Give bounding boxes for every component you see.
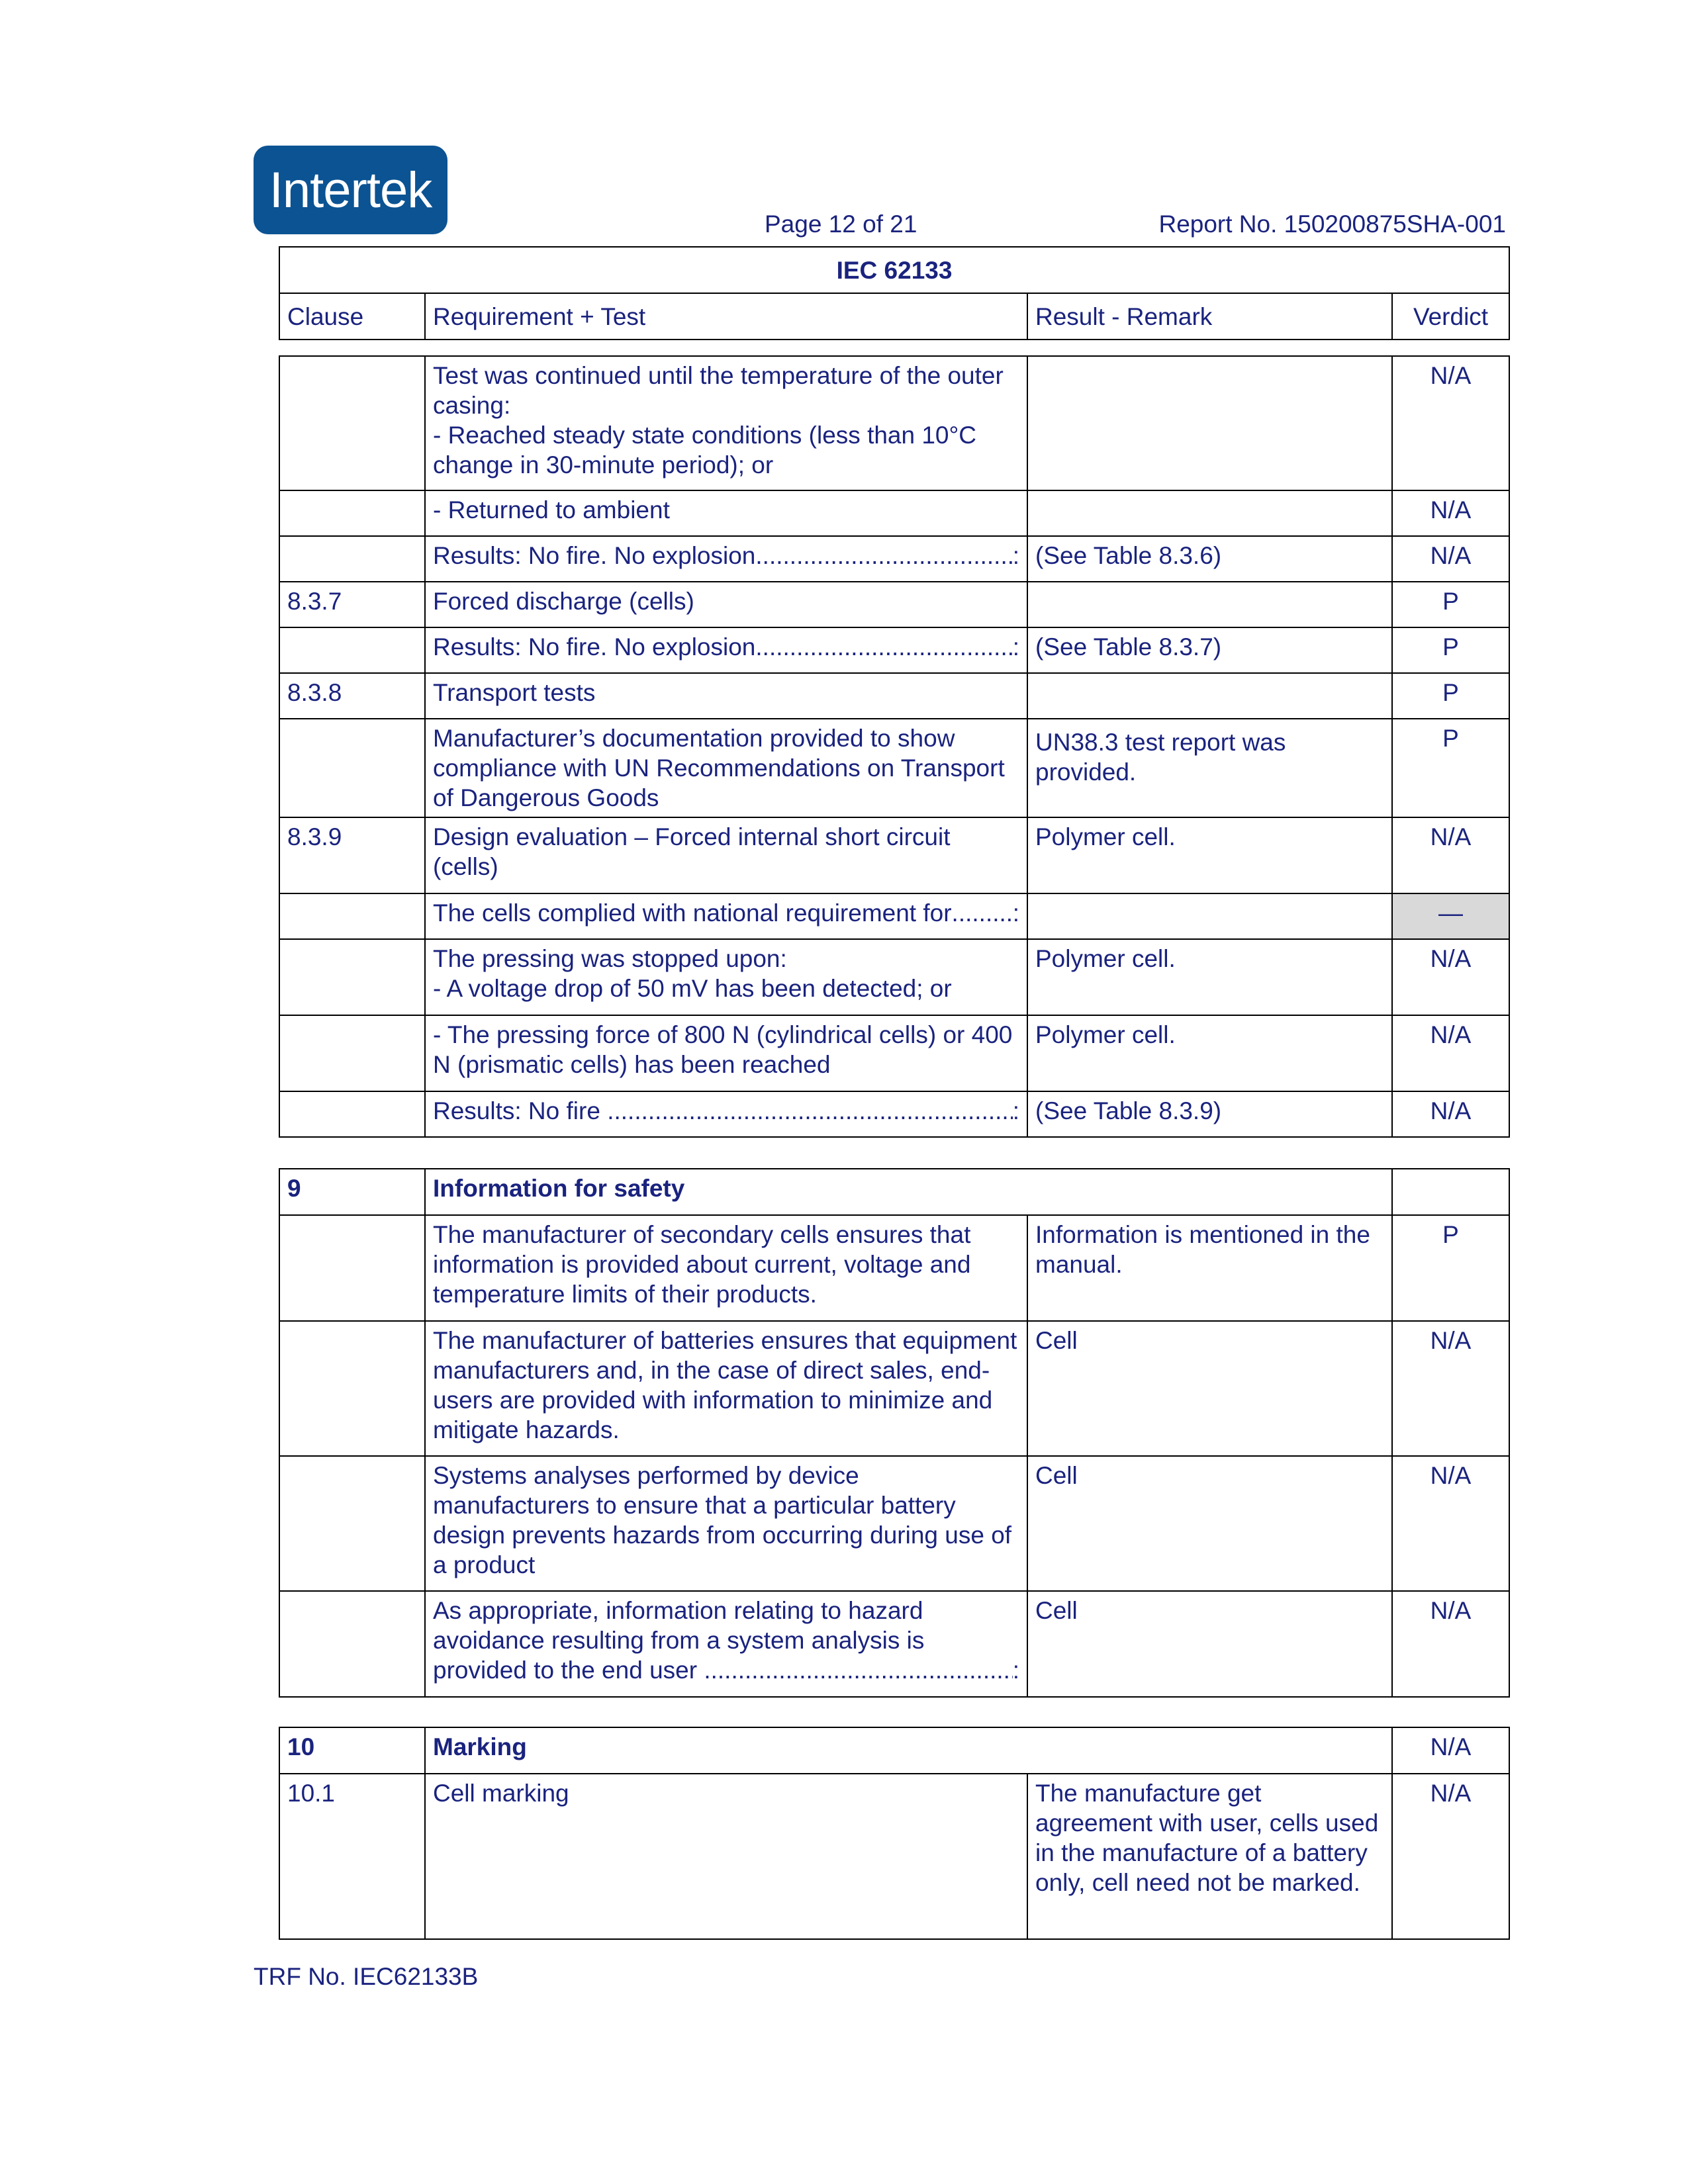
requirement-cell: Cell marking: [425, 1774, 1027, 1939]
requirement-cell: Transport tests: [425, 673, 1027, 719]
leader-colon: :: [1012, 899, 1019, 927]
result-cell: Polymer cell.: [1027, 817, 1392, 893]
verdict-cell: N/A: [1392, 1774, 1509, 1939]
standard-title: IEC 62133: [279, 247, 1509, 293]
leader-colon: :: [1012, 1657, 1019, 1684]
requirement-text: As appropriate, information relating to hazard avoidance resulting from a system analysis is: [433, 1597, 925, 1654]
clause-cell: [279, 1591, 425, 1697]
table-row: [279, 1091, 1509, 1137]
table-row: [279, 582, 1509, 627]
table-row: [279, 893, 1509, 939]
clause-cell: [279, 1091, 425, 1137]
clause-cell: [279, 719, 425, 817]
clause-cell: 8.3.9: [279, 817, 425, 893]
leader-colon: :: [1012, 633, 1019, 660]
section-number: 10: [279, 1727, 425, 1774]
col-requirement: Requirement + Test: [425, 293, 1027, 340]
verdict-cell: P: [1392, 673, 1509, 719]
section-heading-row: [279, 1727, 1509, 1774]
requirement-text: Results: No fire: [433, 1097, 608, 1124]
section-number: 9: [279, 1169, 425, 1215]
requirement-cell: [425, 1591, 1027, 1697]
requirement-cell: [425, 939, 1027, 1015]
section-b-table: [279, 1168, 1510, 1698]
result-cell: UN38.3 test report was provided.: [1027, 719, 1392, 817]
verdict-cell: N/A: [1392, 356, 1509, 490]
result-cell: The manufacture get agreement with user, cells used in the manufacture of a battery only, cell need not be marked.: [1027, 1774, 1392, 1939]
requirement-cell: Forced discharge (cells): [425, 582, 1027, 627]
verdict-cell: N/A: [1392, 1456, 1509, 1591]
verdict-cell: N/A: [1392, 490, 1509, 536]
table-row: [279, 1321, 1509, 1456]
col-verdict: Verdict: [1392, 293, 1509, 340]
table-row: [279, 1015, 1509, 1091]
section-title: Marking: [425, 1727, 1392, 1774]
result-cell: Polymer cell.: [1027, 1015, 1392, 1091]
requirement-cell: - The pressing force of 800 N (cylindrical cells) or 400 N (prismatic cells) has been reached: [425, 1015, 1027, 1091]
section-a-table: [279, 355, 1510, 1138]
clause-cell: 8.3.8: [279, 673, 425, 719]
result-cell: Polymer cell.: [1027, 939, 1392, 1015]
verdict-cell: P: [1392, 719, 1509, 817]
requirement-text: Results: No fire. No explosion: [433, 633, 756, 660]
table-row: [279, 356, 1509, 490]
col-result: Result - Remark: [1027, 293, 1392, 340]
table-row: [279, 1215, 1509, 1321]
clause-cell: [279, 893, 425, 939]
requirement-text: - Reached steady state conditions (less than 10°C change in 30-minute period); or: [433, 422, 977, 478]
verdict-cell: N/A: [1392, 817, 1509, 893]
clause-cell: [279, 627, 425, 673]
requirement-cell: Systems analyses performed by device manufacturers to ensure that a particular battery design prevents hazards from occurring during use of a product: [425, 1456, 1027, 1591]
result-cell: (See Table 8.3.9): [1027, 1091, 1392, 1137]
verdict-cell: N/A: [1392, 1015, 1509, 1091]
requirement-text: provided to the end user: [433, 1657, 704, 1684]
section-heading-row: [279, 1169, 1509, 1215]
report-number: Report No. 150200875SHA-001: [1158, 210, 1506, 238]
verdict-cell: [1392, 1169, 1509, 1215]
clause-cell: [279, 1015, 425, 1091]
table-row: [279, 627, 1509, 673]
requirement-text: The cells complied with national requirement for: [433, 899, 952, 927]
intertek-logo: Intertek: [254, 146, 447, 234]
page-number: Page 12 of 21: [765, 210, 917, 238]
result-cell: Cell: [1027, 1456, 1392, 1591]
trf-number: TRF No. IEC62133B: [254, 1963, 479, 1990]
result-cell: [1027, 893, 1392, 939]
clause-cell: [279, 1215, 425, 1321]
table-row: [279, 1456, 1509, 1591]
result-cell: [1027, 490, 1392, 536]
table-row: [279, 939, 1509, 1015]
requirement-text: - A voltage drop of 50 mV has been detected; or: [433, 975, 952, 1002]
verdict-cell: N/A: [1392, 1591, 1509, 1697]
requirement-text: The pressing was stopped upon:: [433, 945, 787, 972]
verdict-cell: —: [1392, 893, 1509, 939]
table-row: [279, 536, 1509, 582]
result-cell: Cell: [1027, 1321, 1392, 1456]
result-cell: [1027, 356, 1392, 490]
requirement-cell: The manufacturer of batteries ensures that equipment manufacturers and, in the case of direct sales, end-users are provided with information to minimize and mitigate hazards.: [425, 1321, 1027, 1456]
requirement-cell: - Returned to ambient: [425, 490, 1027, 536]
leader-colon: :: [1012, 542, 1019, 569]
result-cell: [1027, 673, 1392, 719]
section-title: Information for safety: [425, 1169, 1392, 1215]
requirement-cell: [425, 536, 1027, 582]
requirement-text: Results: No fire. No explosion: [433, 542, 756, 569]
verdict-cell: N/A: [1392, 1321, 1509, 1456]
table-row: [279, 1774, 1509, 1939]
leader-colon: :: [1012, 1097, 1019, 1124]
clause-cell: [279, 356, 425, 490]
table-row: [279, 673, 1509, 719]
requirement-text: Test was continued until the temperature of the outer casing:: [433, 362, 1004, 419]
result-cell: (See Table 8.3.7): [1027, 627, 1392, 673]
section-c-table: [279, 1727, 1510, 1940]
result-cell: Information is mentioned in the manual.: [1027, 1215, 1392, 1321]
table-row: [279, 817, 1509, 893]
verdict-cell: P: [1392, 582, 1509, 627]
clause-cell: [279, 1321, 425, 1456]
requirement-cell: [425, 356, 1027, 490]
table-row: [279, 719, 1509, 817]
verdict-cell: N/A: [1392, 939, 1509, 1015]
requirement-cell: [425, 893, 1027, 939]
clause-cell: [279, 490, 425, 536]
col-clause: Clause: [279, 293, 425, 340]
verdict-cell: N/A: [1392, 1727, 1509, 1774]
requirement-cell: Design evaluation – Forced internal short circuit (cells): [425, 817, 1027, 893]
result-cell: [1027, 582, 1392, 627]
verdict-cell: P: [1392, 1215, 1509, 1321]
result-cell: (See Table 8.3.6): [1027, 536, 1392, 582]
clause-cell: [279, 939, 425, 1015]
clause-cell: 10.1: [279, 1774, 425, 1939]
result-cell: Cell: [1027, 1591, 1392, 1697]
clause-cell: [279, 536, 425, 582]
header-table: [279, 246, 1510, 340]
requirement-cell: Manufacturer’s documentation provided to show compliance with UN Recommendations on Transport of Dangerous Goods: [425, 719, 1027, 817]
requirement-cell: [425, 1091, 1027, 1137]
clause-cell: 8.3.7: [279, 582, 425, 627]
requirement-cell: [425, 627, 1027, 673]
table-row: [279, 490, 1509, 536]
verdict-cell: P: [1392, 627, 1509, 673]
verdict-cell: N/A: [1392, 536, 1509, 582]
clause-cell: [279, 1456, 425, 1591]
verdict-cell: N/A: [1392, 1091, 1509, 1137]
table-row: [279, 1591, 1509, 1697]
requirement-cell: The manufacturer of secondary cells ensures that information is provided about current, voltage and temperature limits of their products.: [425, 1215, 1027, 1321]
